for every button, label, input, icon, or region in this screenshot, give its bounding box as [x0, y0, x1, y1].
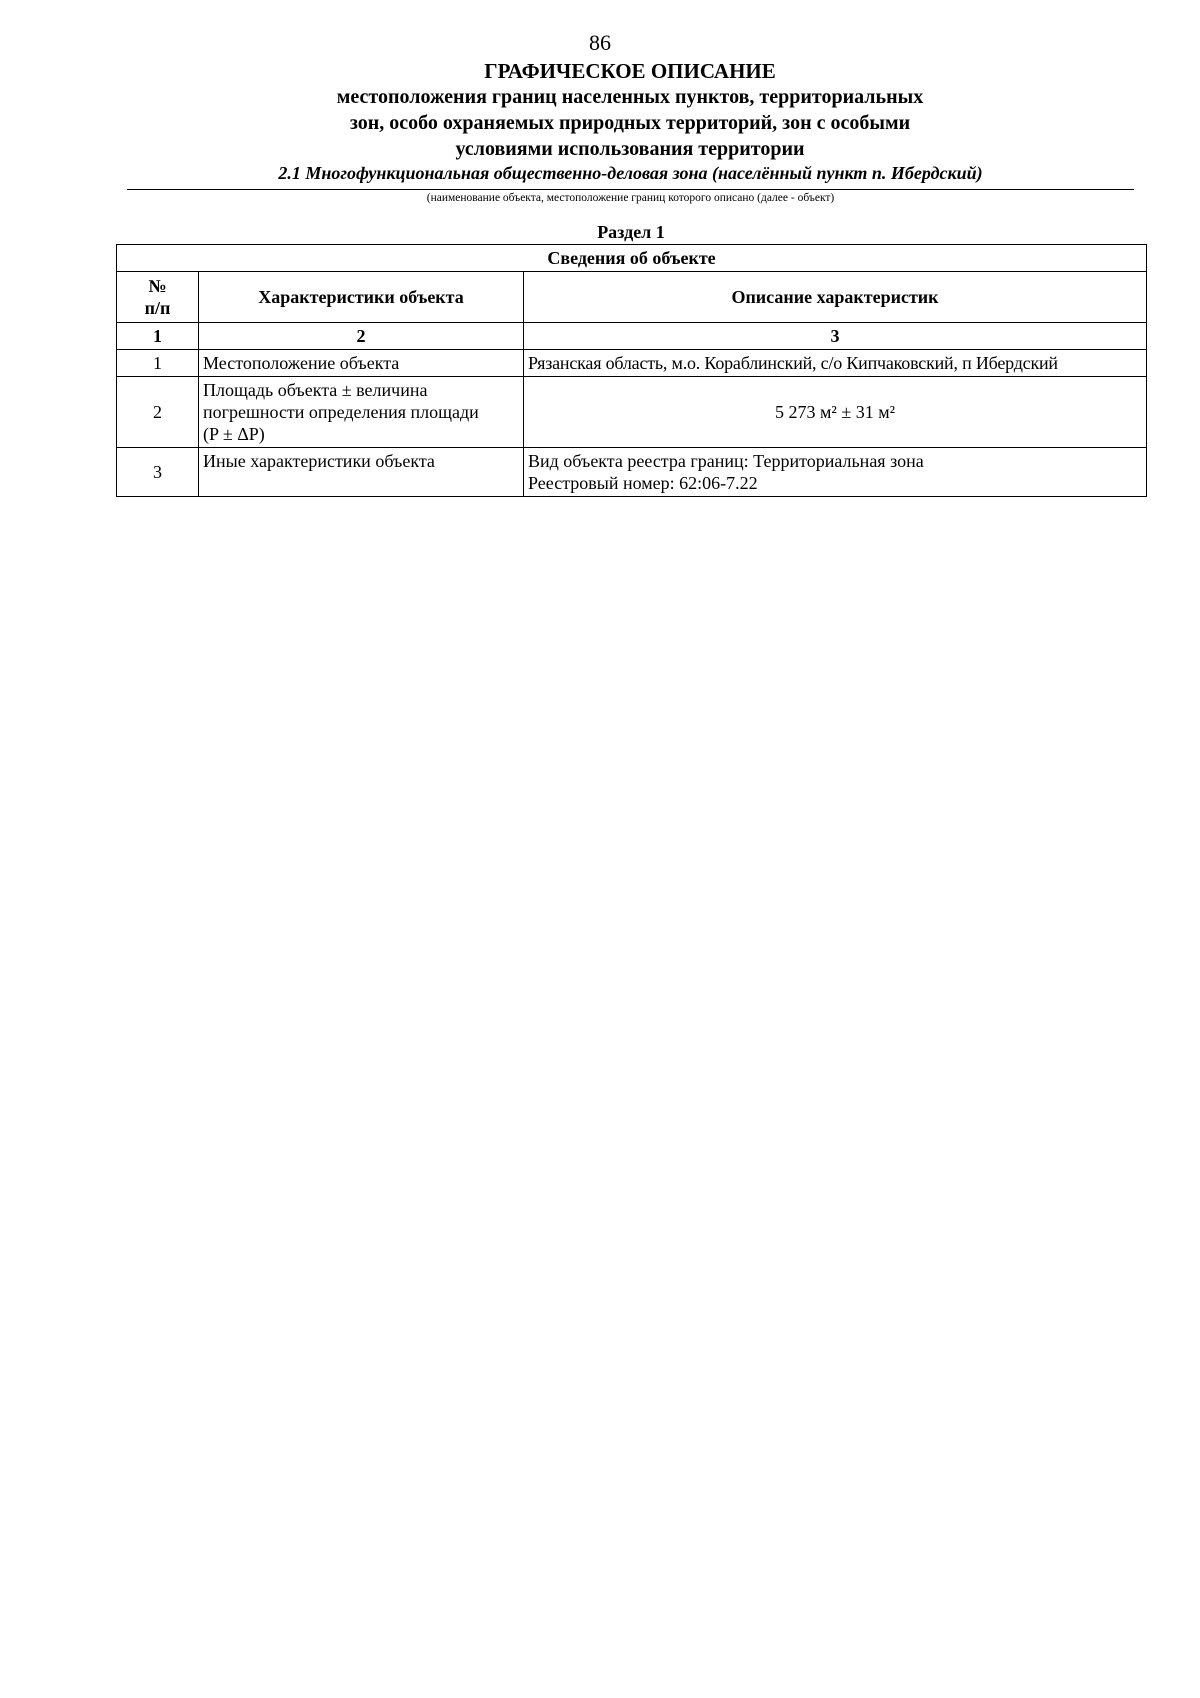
- row-num: 2: [117, 377, 199, 448]
- row-description: 5 273 м² ± 31 м²: [524, 377, 1147, 448]
- section-title: Раздел 1: [597, 222, 665, 242]
- characteristic-line: погрешности определения площади: [203, 402, 479, 422]
- row-num: 1: [117, 350, 199, 377]
- object-info-table: [116, 244, 1147, 497]
- table-caption: Сведения об объекте: [117, 245, 1147, 272]
- header-num-line: п/п: [144, 298, 171, 318]
- header-num: [117, 272, 199, 323]
- header-num-line: №: [148, 276, 167, 296]
- description-line: Реестровый номер: 62:06-7.22: [528, 473, 758, 493]
- header-description: Описание характеристик: [524, 272, 1147, 323]
- subtitle-line: местоположения границ населенных пунктов, территориальных: [336, 86, 924, 108]
- object-name-caption: (наименование объекта, местоположение границ которого описано (далее - объект): [426, 192, 835, 204]
- description-line: Вид объекта реестра границ: Территориальная зона: [528, 451, 924, 471]
- column-number-row: [117, 323, 1147, 350]
- row-description: [524, 448, 1147, 497]
- table-row: [117, 350, 1147, 377]
- characteristic-line: Площадь объекта ± величина: [203, 380, 428, 400]
- document-title: ГРАФИЧЕСКОЕ ОПИСАНИЕ: [484, 59, 776, 83]
- page-number: 86: [589, 30, 611, 55]
- row-characteristic: Иные характеристики объекта: [199, 448, 524, 497]
- column-number: 3: [524, 323, 1147, 350]
- row-characteristic: [199, 377, 524, 448]
- row-num: 3: [117, 448, 199, 497]
- row-characteristic: Местоположение объекта: [199, 350, 524, 377]
- table-header-row: [117, 272, 1147, 323]
- object-name-underline: [127, 189, 1134, 190]
- column-number: 2: [199, 323, 524, 350]
- object-name: 2.1 Многофункциональная общественно-деловая зона (населённый пункт п. Ибердский): [278, 163, 983, 183]
- table-caption-row: [117, 245, 1147, 272]
- table-row: [117, 448, 1147, 497]
- table-row: [117, 377, 1147, 448]
- header-characteristics: Характеристики объекта: [199, 272, 524, 323]
- row-description: Рязанская область, м.о. Кораблинский, с/о Кипчаковский, п Ибердский: [524, 350, 1147, 377]
- subtitle-line: условиями использования территории: [455, 138, 805, 160]
- subtitle-line: зон, особо охраняемых природных территорий, зон с особыми: [349, 112, 911, 134]
- document-subtitle: [0, 84, 1200, 162]
- column-number: 1: [117, 323, 199, 350]
- characteristic-line: (P ± ΔP): [203, 424, 265, 444]
